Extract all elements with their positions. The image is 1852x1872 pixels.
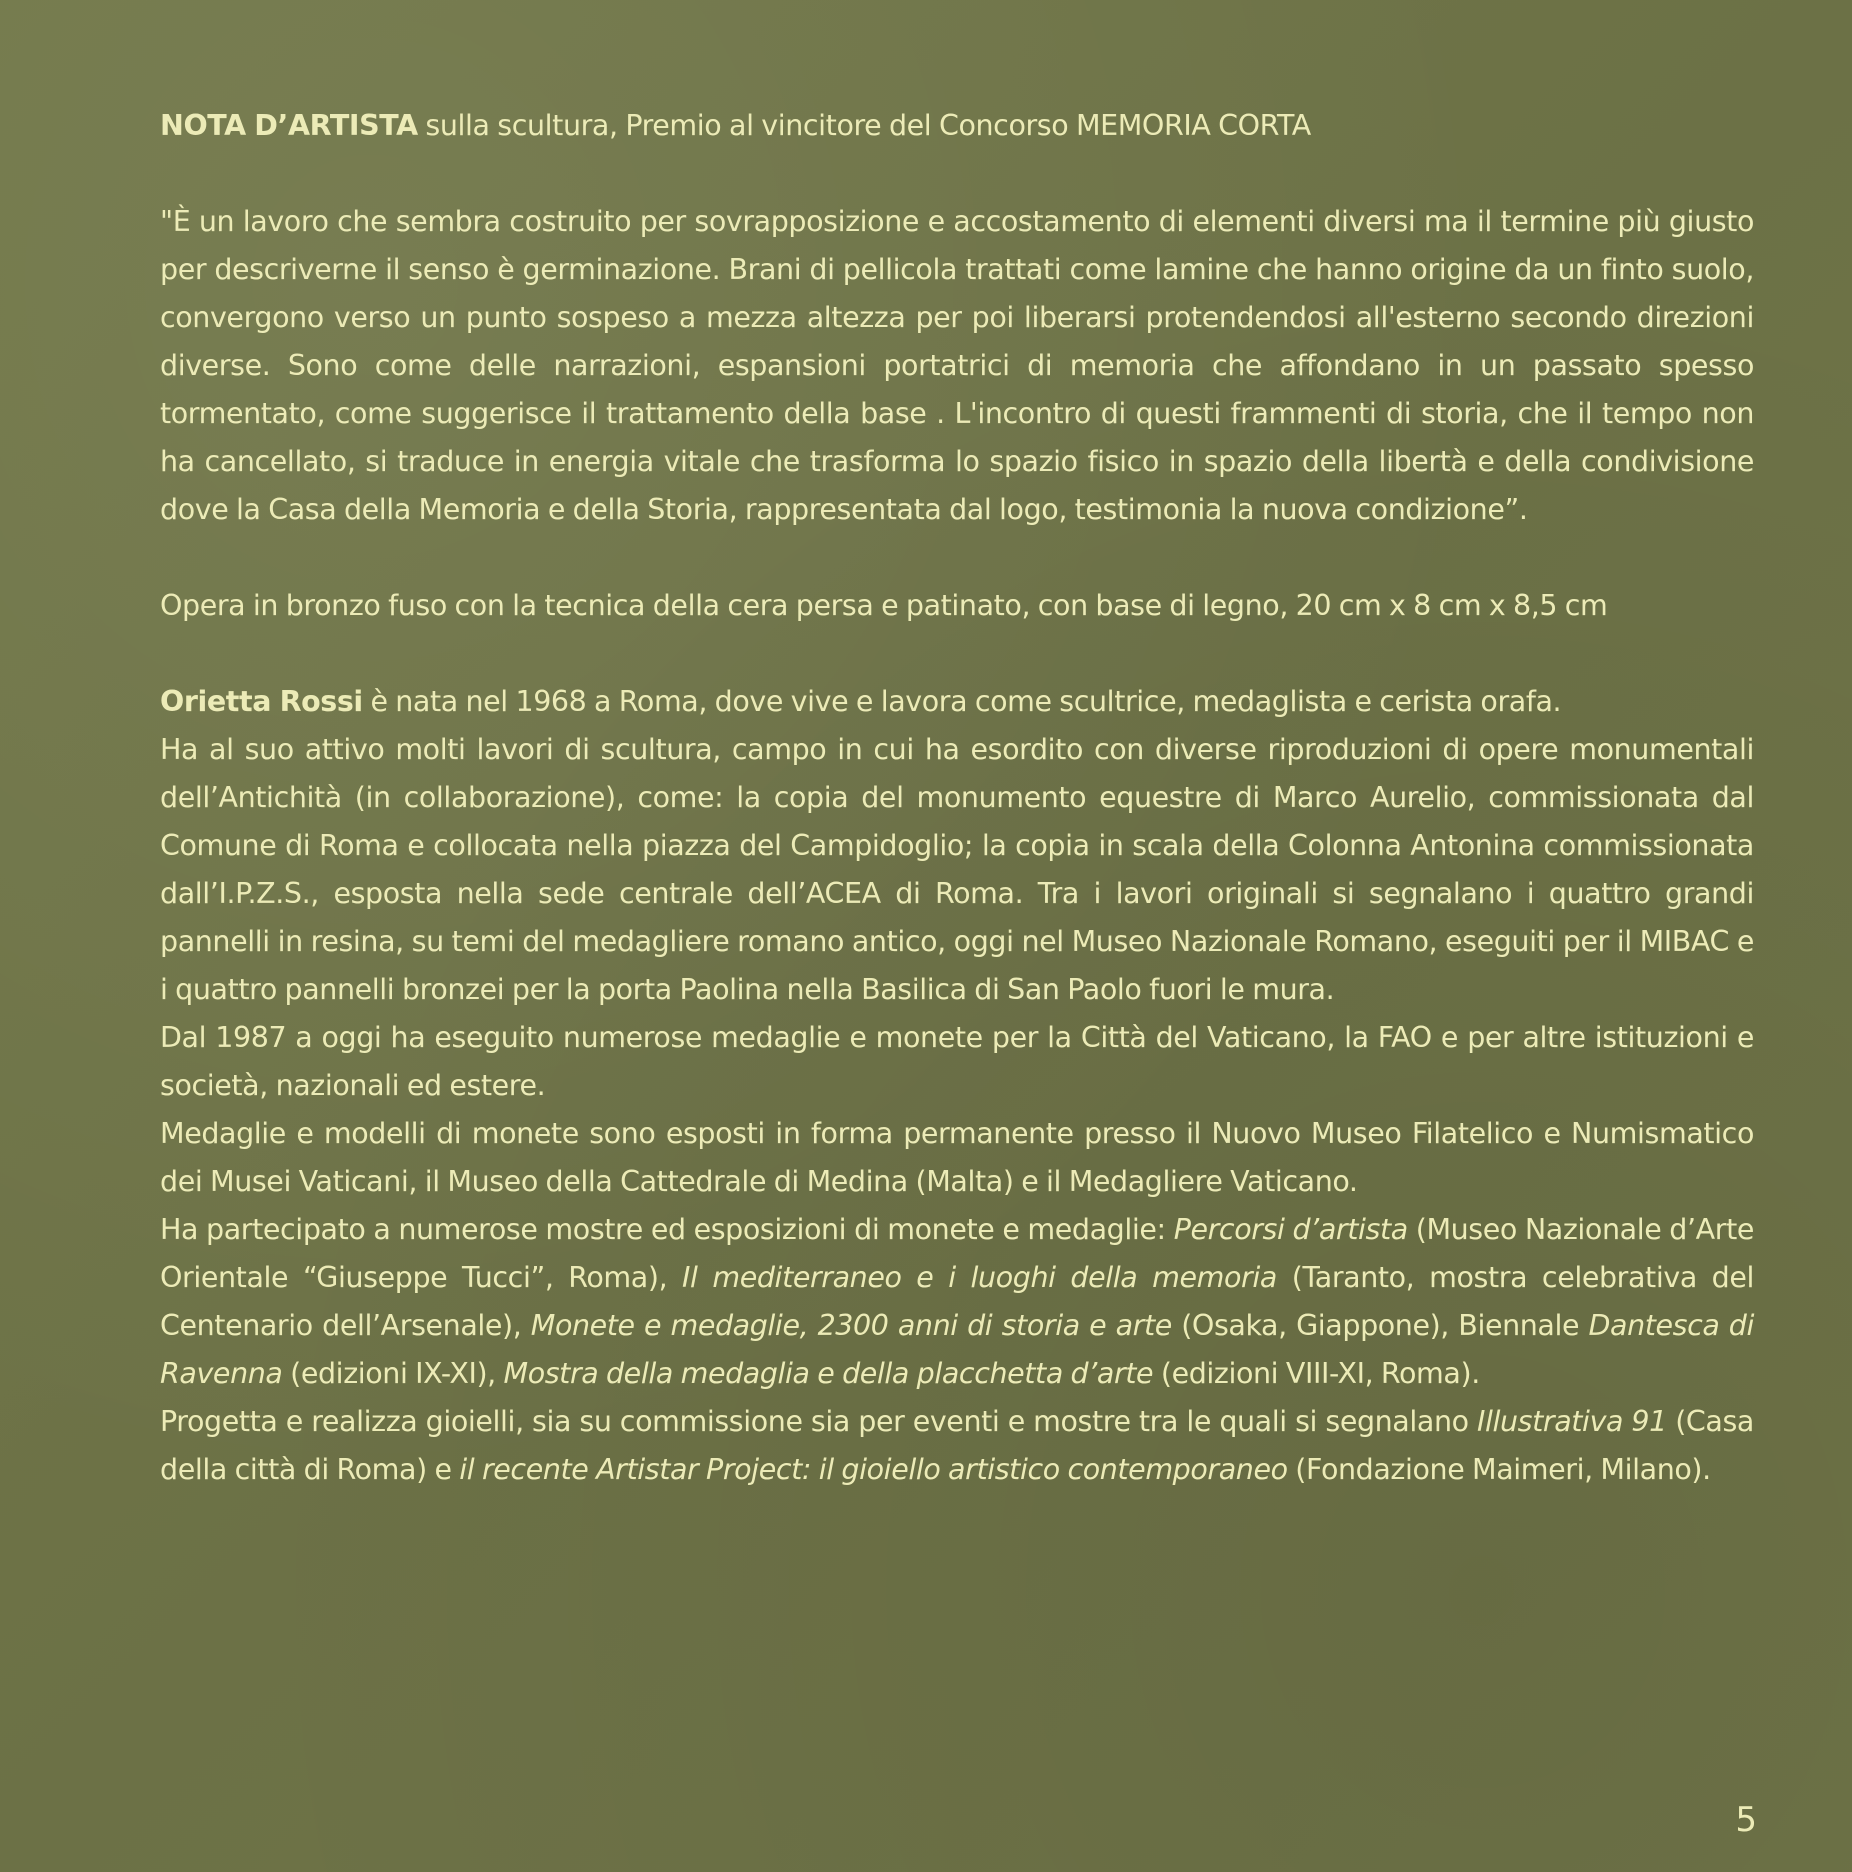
bio-p5-text-6: (edizioni VIII-XI, Roma). <box>1153 1357 1480 1390</box>
bio-p6-text-2: (Casa della città di Roma) e <box>160 1405 1754 1486</box>
bio-paragraph-5 <box>160 1206 1754 1398</box>
bio-p5-text-5: (edizioni IX-XI), <box>282 1357 504 1390</box>
bio-p5-text-4: (Osaka, Giappone), Biennale <box>1171 1309 1589 1342</box>
exhibition-title-4: Dantesca di Ravenna <box>160 1309 1754 1390</box>
jewelry-event-1: Illustrativa 91 <box>1476 1405 1667 1438</box>
artist-quote: "È un lavoro che sembra costruito per sovrapposizione e accostamento di elementi diversi ma il termine più giusto per descriverne il senso è germinazione. Brani di pellicola trattati come lamine che hanno origine da un finto suolo, convergono verso un punto sospeso a mezza altezza per poi liberarsi protendendosi all'esterno secondo direzioni diverse. Sono come delle narrazioni, espansioni portatrici di memoria che affondano in un passato spesso tormentato, come suggerisce il trattamento della base . L'incontro di questi frammenti di storia, che il tempo non ha cancellato, si traduce in energia vitale che trasforma lo spazio fisico in spazio della libertà e della condivisione dove la Casa della Memoria e della Storia, rappresentata dal logo, testimonia la nuova condizione”. <box>160 205 1754 526</box>
bio-p5-text-3: (Taranto, mostra celebrativa del Centenario dell’Arsenale), <box>160 1261 1755 1342</box>
bio-paragraph-2: Ha al suo attivo molti lavori di scultura, campo in cui ha esordito con diverse riproduzioni di opere monumentali dell’Antichità (in collaborazione), come: la copia del monumento equestre di Marco Aurelio, commissionata dal Comune di Roma e collocata nella piazza del Campidoglio; la copia in scala della Colonna Antonina commissionata dall’I.P.Z.S., esposta nella sede centrale dell’ACEA di Roma. Tra i lavori originali si segnalano i quattro grandi pannelli in resina, su temi del medagliere romano antico, oggi nel Museo Nazionale Romano, eseguiti per il MIBAC e i quattro pannelli bronzei per la porta Paolina nella Basilica di San Paolo fuori le mura. <box>160 733 1754 1006</box>
bio-p5-text-1: Ha partecipato a numerose mostre ed esposizioni di monete e medaglie: <box>160 1213 1174 1246</box>
heading-line <box>160 102 1754 150</box>
heading-text: sulla scultura, Premio al vincitore del Concorso MEMORIA CORTA <box>417 109 1311 142</box>
page-number: 5 <box>1735 1800 1757 1840</box>
bio-p5-text-2: (Museo Nazionale d’Arte Orientale “Giuseppe Tucci”, Roma), <box>160 1213 1754 1294</box>
exhibition-title-2: Il mediterraneo e i luoghi della memoria <box>682 1261 1277 1294</box>
bio-p6-text-1: Progetta e realizza gioielli, sia su commissione sia per eventi e mostre tra le quali si segnalano <box>160 1405 1477 1438</box>
bio-paragraph-6 <box>160 1398 1754 1494</box>
bio-paragraph-1-text: è nata nel 1968 a Roma, dove vive e lavora come scultrice, medaglista e cerista orafa. <box>362 685 1562 718</box>
exhibition-title-3: Monete e medaglie, 2300 anni di storia e arte <box>530 1309 1172 1342</box>
bio-paragraph-1 <box>160 678 1754 726</box>
exhibition-title-1: Percorsi d’artista <box>1173 1213 1408 1246</box>
bio-p6-text-3: (Fondazione Maimeri, Milano). <box>1287 1453 1711 1486</box>
jewelry-event-2: il recente Artistar Project: il gioiello artistico contemporaneo <box>459 1453 1288 1486</box>
artist-name: Orietta Rossi <box>160 685 363 718</box>
bio-paragraph-3: Dal 1987 a oggi ha eseguito numerose medaglie e monete per la Città del Vaticano, la FAO e per altre istituzioni e società, nazionali ed estere. <box>160 1021 1754 1102</box>
heading-label: NOTA D’ARTISTA <box>160 109 418 142</box>
page-content <box>160 102 1754 1802</box>
artwork-specification: Opera in bronzo fuso con la tecnica della cera persa e patinato, con base di legno, 20 cm x 8 cm x 8,5 cm <box>160 589 1608 622</box>
bio-paragraph-4: Medaglie e modelli di monete sono esposti in forma permanente presso il Nuovo Museo Filatelico e Numismatico dei Musei Vaticani, il Museo della Cattedrale di Medina (Malta) e il Medagliere Vaticano. <box>160 1117 1754 1198</box>
exhibition-title-5: Mostra della medaglia e della placchetta d’arte <box>503 1357 1154 1390</box>
